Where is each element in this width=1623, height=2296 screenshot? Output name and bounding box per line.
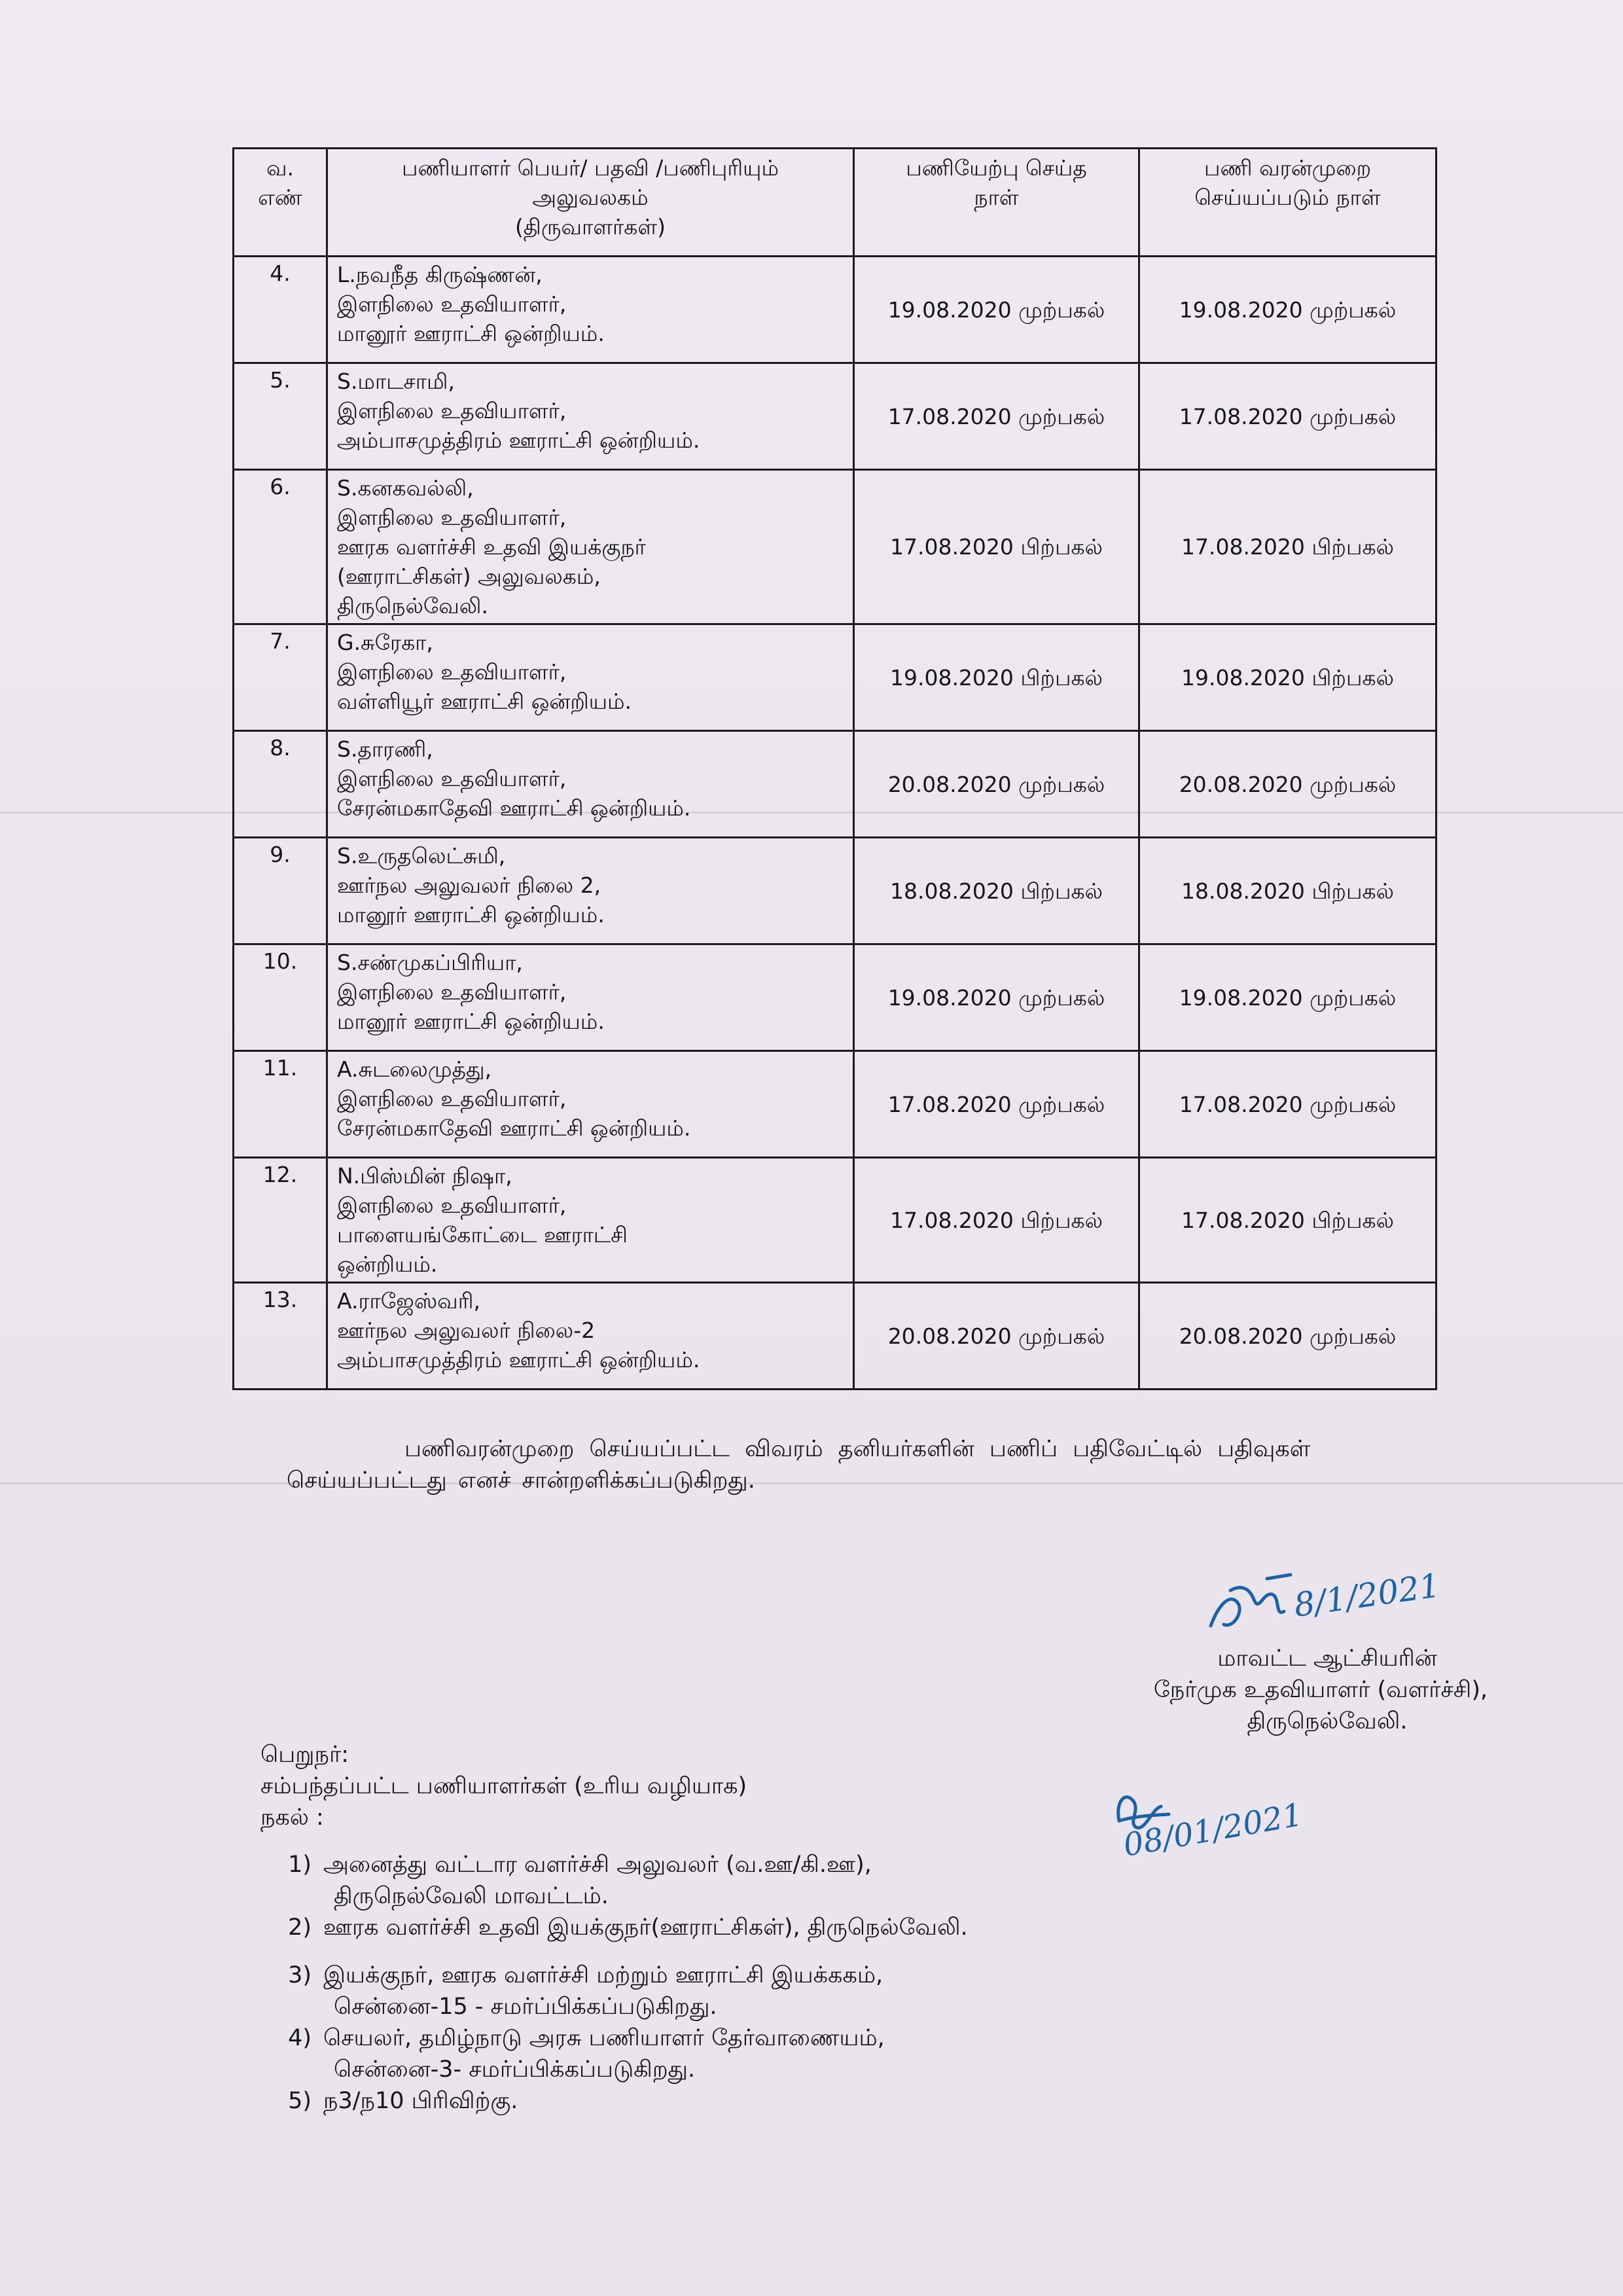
row-joining-date: 20.08.2020 முற்பகல்: [854, 731, 1139, 838]
employee-designation: இளநிலை உதவியாளர்,: [337, 291, 567, 317]
to-text: சம்பந்தப்பட்ட பணியாளர்கள் (உரிய வழியாக): [260, 1773, 747, 1799]
row-joining-date: 19.08.2020 முற்பகல்: [854, 257, 1139, 363]
copy-number: 5): [288, 2088, 312, 2114]
employee-designation: ஊர்நல அலுவலர் நிலை-2: [337, 1318, 596, 1343]
regularisation-table: [232, 147, 1437, 1390]
signatory-place: திருநெல்வேலி.: [1247, 1708, 1408, 1734]
row-employee: [327, 257, 854, 363]
row-employee: [327, 838, 854, 944]
row-employee: [327, 944, 854, 1051]
header-sno: வ. எண்: [234, 149, 327, 257]
initials-date-text: 8/1/2021: [1291, 1566, 1443, 1624]
copy-number: 2): [288, 1914, 312, 1941]
table-row: [234, 363, 1436, 470]
table-row: [234, 470, 1436, 624]
employee-name: S.உருதலெட்சுமி,: [337, 843, 506, 869]
copy-number: 4): [288, 2025, 312, 2051]
copy-label: நகல் :: [260, 1804, 324, 1831]
employee-designation: இளநிலை உதவியாளர்,: [337, 1193, 567, 1218]
employee-designation: இளநிலை உதவியாளர்,: [337, 1086, 567, 1111]
employee-name: G.சுரேகா,: [337, 630, 433, 655]
row-sno: 11.: [234, 1051, 327, 1158]
employee-designation: இளநிலை உதவியாளர்,: [337, 979, 567, 1005]
row-sno: 6.: [234, 470, 327, 624]
copy-text: [323, 1849, 872, 1912]
employee-office: மானூர் ஊராட்சி ஒன்றியம்.: [337, 1009, 605, 1034]
row-regularisation-date: 19.08.2020 பிற்பகல்: [1139, 624, 1436, 731]
employee-office: திருநெல்வேலி.: [337, 593, 488, 619]
table-row: [234, 1158, 1436, 1283]
copy-line: இயக்குநர், ஊரக வளர்ச்சி மற்றும் ஊராட்சி இயக்ககம்,: [323, 1962, 883, 1988]
row-employee: [327, 363, 854, 470]
employee-office: மானூர் ஊராட்சி ஒன்றியம்.: [337, 321, 605, 346]
employee-name: A.ராஜேஸ்வரி,: [337, 1288, 480, 1314]
copy-number: 3): [288, 1962, 312, 1988]
table-row: [234, 731, 1436, 838]
copy-line: செயலர், தமிழ்நாடு அரசு பணியாளர் தேர்வாணையம்,: [323, 2025, 885, 2051]
row-employee: [327, 731, 854, 838]
row-regularisation-date: 17.08.2020 பிற்பகல்: [1139, 470, 1436, 624]
copy-number: 1): [288, 1852, 312, 1878]
employee-office: ஒன்றியம்.: [337, 1251, 438, 1277]
row-sno: 7.: [234, 624, 327, 731]
row-regularisation-date: 17.08.2020 முற்பகல்: [1139, 363, 1436, 470]
employee-office: சேரன்மகாதேவி ஊராட்சி ஒன்றியம்.: [337, 1115, 691, 1141]
employee-name: S.கனகவல்லி,: [337, 475, 474, 501]
certification-line-1: பணிவரன்முறை செய்யப்பட்ட விவரம் தனியர்களின் பணிப் பதிவேட்டில் பதிவுகள்: [404, 1436, 1311, 1462]
row-employee: [327, 470, 854, 624]
signatory-line-1: மாவட்ட ஆட்சியரின்: [1217, 1645, 1437, 1672]
employee-office: பாளையங்கோட்டை ஊராட்சி: [337, 1222, 628, 1247]
employee-designation: இளநிலை உதவியாளர்,: [337, 505, 567, 530]
row-joining-date: 17.08.2020 பிற்பகல்: [854, 470, 1139, 624]
copy-text: [323, 1960, 883, 2022]
employee-designation: ஊர்நல அலுவலர் நிலை 2,: [337, 872, 601, 898]
row-regularisation-date: 17.08.2020 முற்பகல்: [1139, 1051, 1436, 1158]
employee-designation: இளநிலை உதவியாளர்,: [337, 659, 567, 685]
copy-line: ந3/ந10 பிரிவிற்கு.: [323, 2088, 518, 2114]
table-row: [234, 944, 1436, 1051]
employee-name: S.தாரணி,: [337, 736, 433, 762]
row-employee: [327, 1283, 854, 1390]
row-joining-date: 19.08.2020 முற்பகல்: [854, 944, 1139, 1051]
employee-office: மானூர் ஊராட்சி ஒன்றியம்.: [337, 902, 605, 927]
copy-text: [323, 2085, 518, 2117]
recipients-block: [260, 1739, 747, 1833]
copy-line: சென்னை-15 - சமர்ப்பிக்கப்படுகிறது.: [334, 1994, 717, 2020]
copy-line: அனைத்து வட்டார வளர்ச்சி அலுவலர் (வ.ஊ/கி.ஊ),: [323, 1852, 872, 1878]
row-regularisation-date: 19.08.2020 முற்பகல்: [1139, 257, 1436, 363]
row-sno: 13.: [234, 1283, 327, 1390]
row-regularisation-date: 19.08.2020 முற்பகல்: [1139, 944, 1436, 1051]
row-employee: [327, 624, 854, 731]
table-row: [234, 624, 1436, 731]
row-joining-date: 19.08.2020 பிற்பகல்: [854, 624, 1139, 731]
employee-office: வள்ளியூர் ஊராட்சி ஒன்றியம்.: [337, 689, 632, 714]
row-employee: [327, 1051, 854, 1158]
table-row: [234, 838, 1436, 944]
employee-name: S.சண்முகப்பிரியா,: [337, 950, 523, 975]
header-joining-date: பணியேற்பு செய்த நாள்: [854, 149, 1139, 257]
employee-designation: இளநிலை உதவியாளர்,: [337, 766, 567, 791]
copy-line: திருநெல்வேலி மாவட்டம்.: [334, 1883, 609, 1909]
row-joining-date: 17.08.2020 முற்பகல்: [854, 363, 1139, 470]
row-joining-date: 18.08.2020 பிற்பகல்: [854, 838, 1139, 944]
table-row: [234, 1051, 1436, 1158]
row-joining-date: 17.08.2020 முற்பகல்: [854, 1051, 1139, 1158]
table-row: [234, 257, 1436, 363]
employee-name: N.பிஸ்மின் நிஷா,: [337, 1163, 512, 1189]
employee-office: சேரன்மகாதேவி ஊராட்சி ஒன்றியம்.: [337, 795, 691, 821]
row-regularisation-date: 17.08.2020 பிற்பகல்: [1139, 1158, 1436, 1283]
employee-office: அம்பாசமுத்திரம் ஊராட்சி ஒன்றியம்.: [337, 427, 700, 453]
row-sno: 10.: [234, 944, 327, 1051]
signature-block: [1131, 1643, 1524, 1737]
header-regularisation-date: பணி வரன்முறை செய்யப்படும் நாள்: [1139, 149, 1436, 257]
copy-text: [323, 2022, 885, 2085]
copy-text: [323, 1912, 968, 1943]
row-sno: 12.: [234, 1158, 327, 1283]
to-label: பெறுநர்:: [260, 1742, 349, 1768]
signature-initials: [1204, 1566, 1446, 1644]
certification-line-2: செய்யப்பட்டது எனச் சான்றளிக்கப்படுகிறது.: [287, 1467, 755, 1494]
countersign-date-text: 08/01/2021: [1120, 1796, 1306, 1864]
employee-office: ஊரக வளர்ச்சி உதவி இயக்குநர்: [337, 534, 646, 560]
row-sno: 4.: [234, 257, 327, 363]
employee-office: (ஊராட்சிகள்) அலுவலகம்,: [337, 564, 601, 589]
signatory-designation: நேர்முக உதவியாளர் (வளர்ச்சி),: [1153, 1677, 1488, 1703]
row-sno: 5.: [234, 363, 327, 470]
row-sno: 9.: [234, 838, 327, 944]
row-regularisation-date: 20.08.2020 முற்பகல்: [1139, 731, 1436, 838]
employee-office: அம்பாசமுத்திரம் ஊராட்சி ஒன்றியம்.: [337, 1347, 700, 1372]
row-joining-date: 17.08.2020 பிற்பகல்: [854, 1158, 1139, 1283]
employee-name: L.நவநீத கிருஷ்ணன்,: [337, 262, 543, 287]
table-row: [234, 1283, 1436, 1390]
certification-paragraph: [287, 1433, 1399, 1496]
table-header-row: [234, 149, 1436, 257]
row-sno: 8.: [234, 731, 327, 838]
row-employee: [327, 1158, 854, 1283]
countersignature: [1106, 1775, 1322, 1867]
employee-name: S.மாடசாமி,: [337, 368, 455, 394]
copy-line: ஊரக வளர்ச்சி உதவி இயக்குநர்(ஊராட்சிகள்), திருநெல்வேலி.: [323, 1914, 968, 1941]
header-employee: பணியாளர் பெயர்/ பதவி /பணிபுரியும் அலுவலகம் (திருவாளர்கள்): [327, 149, 854, 257]
row-regularisation-date: 18.08.2020 பிற்பகல்: [1139, 838, 1436, 944]
copy-line: சென்னை-3- சமர்ப்பிக்கப்படுகிறது.: [334, 2056, 696, 2083]
row-regularisation-date: 20.08.2020 முற்பகல்: [1139, 1283, 1436, 1390]
employee-name: A.சுடலைமுத்து,: [337, 1056, 492, 1082]
employee-designation: இளநிலை உதவியாளர்,: [337, 398, 567, 423]
row-joining-date: 20.08.2020 முற்பகல்: [854, 1283, 1139, 1390]
